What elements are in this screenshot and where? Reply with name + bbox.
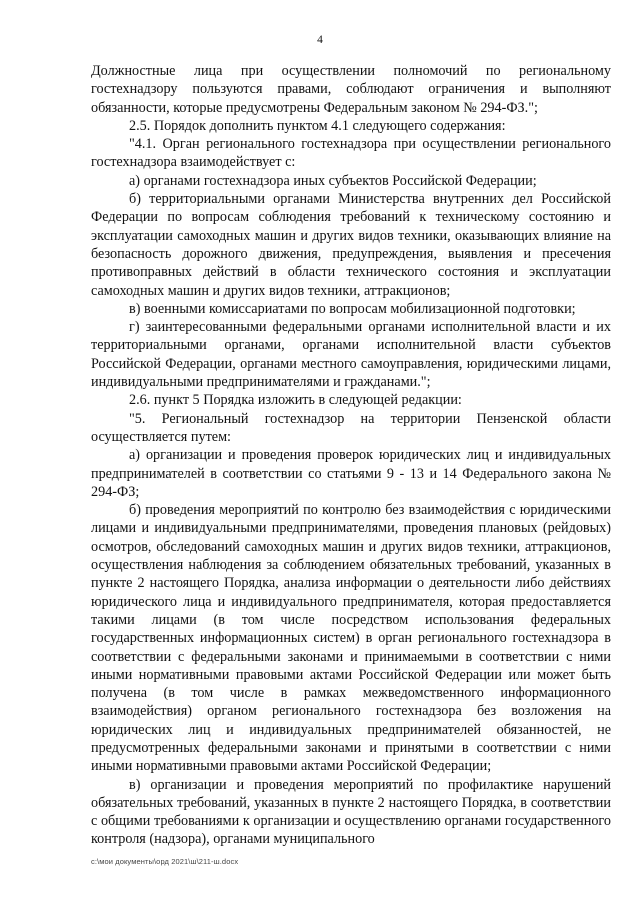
list-item-b-internal-affairs: б) территориальными органами Министерства внутренних дел Российской Федерации по вопросам соблюдения требований к техническому состоянию и эксплуатации самоходных машин и других видов техники, оказывающих влияние на безопасность дорожного движения, предупреждения, выявления и пресечения противоправных действий в области технического состояния и эксплуатации самоходных машин и других видов техники, аттракционов; [91,191,611,299]
paragraph-4-1: "4.1. Орган регионального гостехнадзора при осуществлении регионального гостехнадзора взаимодействует с: [91,136,611,171]
paragraph-officials-rights: Должностные лица при осуществлении полномочий по региональному гостехнадзору пользуются правами, соблюдают ограничения и выполняют обязанности, которые предусмотрены Федеральным законом № 294-ФЗ."; [91,63,611,116]
paragraph-5-intro: "5. Региональный гостехнадзор на территории Пензенской области осуществляется путем: [91,410,611,445]
list-item-b-control-measures: б) проведения мероприятий по контролю без взаимодействия с юридическими лицами и индивидуальными предпринимателями, проведения плановых (рейдовых) осмотров, обследований самоходных машин и других видов техники, аттракционов, осуществления наблюдения за соблюдением обязательных требований, указанных в пункте 2 настоящего Порядка, анализа информации о деятельности либо действиях юридического лица и индивидуального предпринимателя, которая предоставляется такими лицами (в том числе посредством использования федеральных государственных информационных систем) в орган регионального гостехнадзора в соответствии с федеральными законами и принимаемыми в соответствии с ними иными нормативными правовыми актами Российской Федерации или может быть получена (в том числе в рамках межведомственного информационного взаимодействия) органом регионального гостехнадзора без возложения на юридических лиц и индивидуальных предпринимателей обязанностей, не предусмотренных федеральными законами и принятыми в соответствии с ними иными нормативными правовыми актами Российской Федерации; [91,502,611,775]
list-item-v-prevention: в) организации и проведения мероприятий по профилактике нарушений обязательных требований, указанных в пункте 2 настоящего Порядка, в соответствии с общими требованиями к организации и осуществлению органами государственного контроля (надзора), органами муниципального [91,776,611,848]
footer-file-path: c:\мои документы\орд 2021\ш\211-ш.docx [91,857,239,866]
page-number: 4 [317,34,323,46]
document-body [91,62,611,849]
list-item-g-interested-bodies: г) заинтересованными федеральными органами исполнительной власти и их территориальными органами, органами исполнительной власти субъектов Российской Федерации, органами местного самоуправления, юридическими лицами, индивидуальными предпринимателями и гражданами."; [91,319,611,391]
list-item-a-inspections: а) организации и проведения проверок юридических лиц и индивидуальных предпринимателей в соответствии со статьями 9 - 13 и 14 Федерального закона № 294-ФЗ; [91,447,611,500]
paragraph-2-5: 2.5. Порядок дополнить пунктом 4.1 следующего содержания: [129,117,506,134]
list-item-a-other-subjects: а) органами гостехнадзора иных субъектов Российской Федерации; [129,172,537,189]
list-item-v-military-commissariats: в) военными комиссариатами по вопросам мобилизационной подготовки; [129,300,576,317]
paragraph-2-6: 2.6. пункт 5 Порядка изложить в следующей редакции: [129,392,462,409]
